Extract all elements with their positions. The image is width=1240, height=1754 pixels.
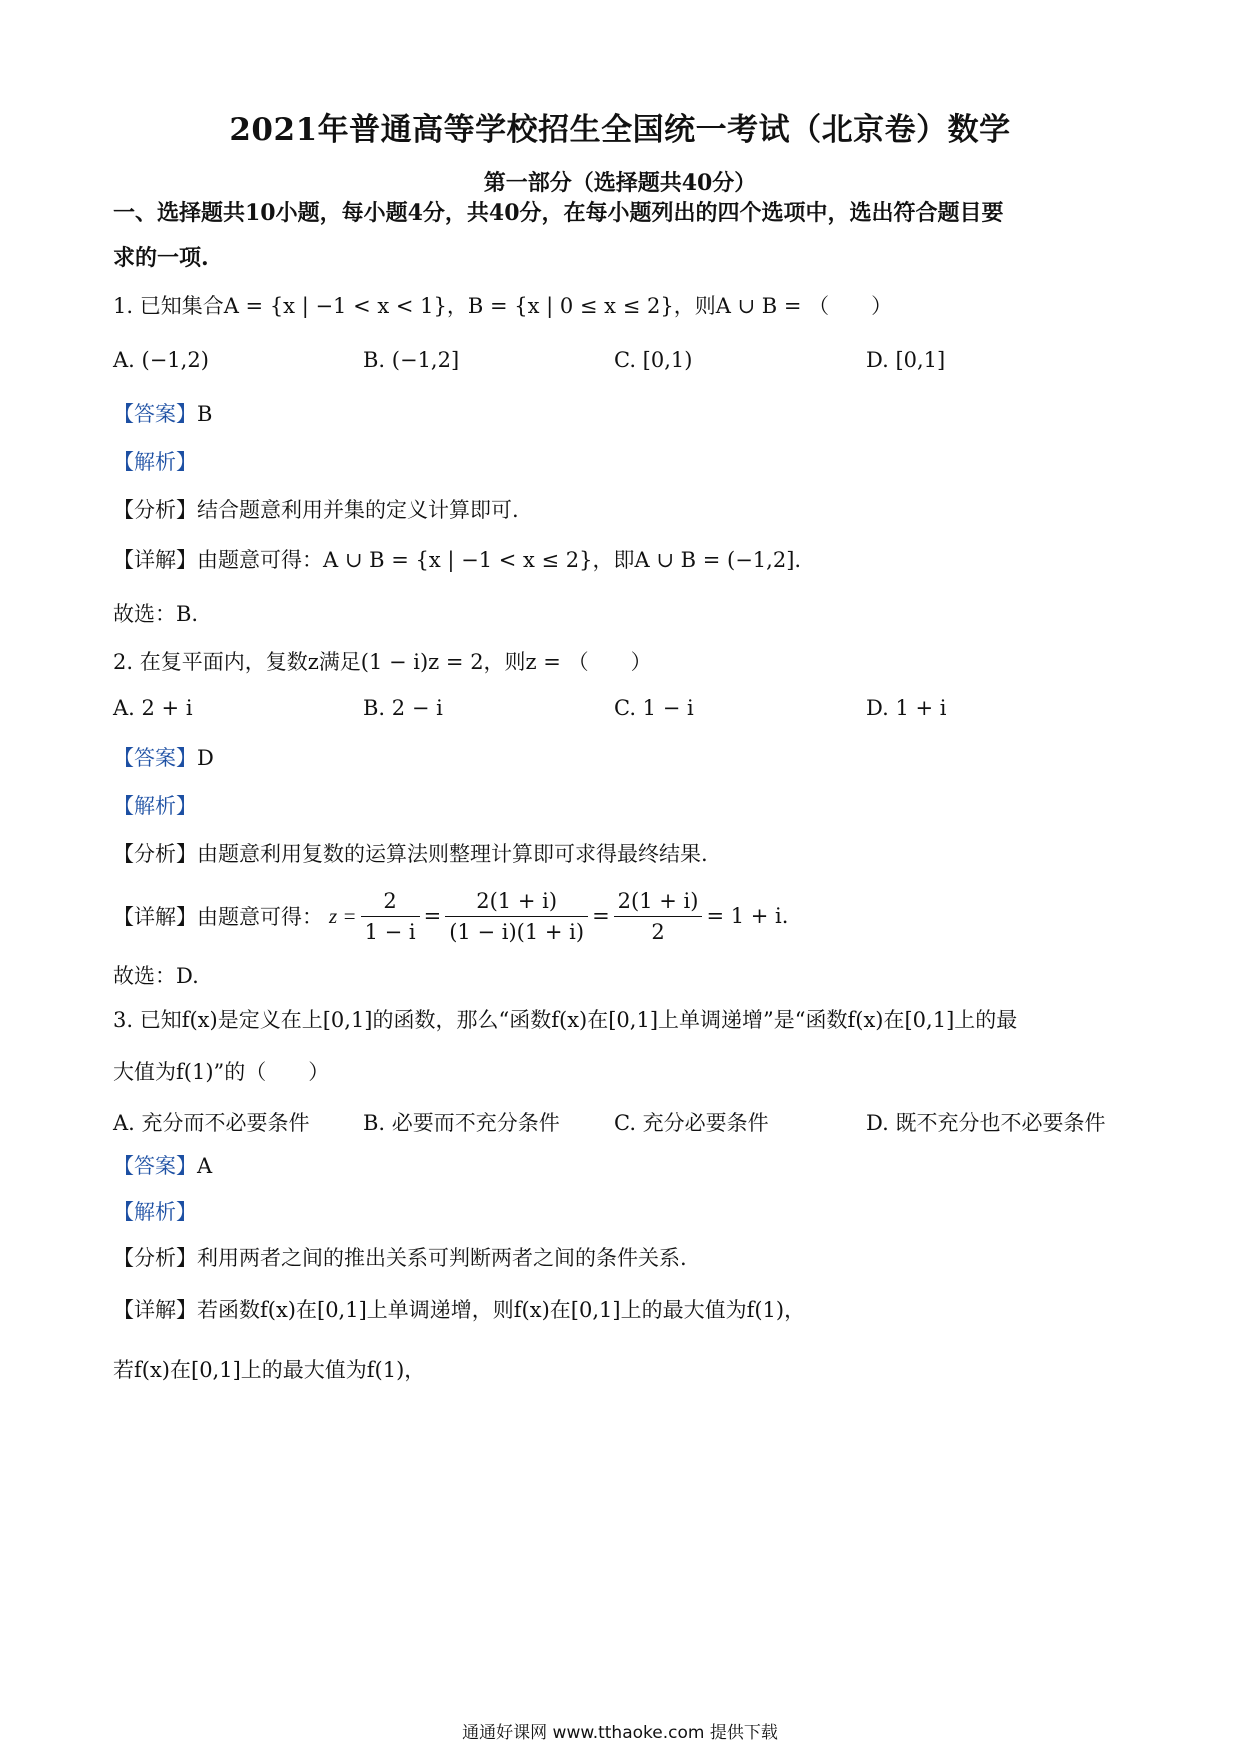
answer-tag: 【答案】 bbox=[113, 402, 197, 426]
equals-sign: = bbox=[423, 904, 442, 928]
analysis-tag: 【解析】 bbox=[113, 1200, 197, 1224]
q2-option-c: C. 1 − i bbox=[614, 696, 694, 720]
q2-stem: 2. 在复平面内，复数z满足(1 − i)z = 2，则z = （ ） bbox=[113, 650, 652, 674]
q3-stem-line1: 3. 已知f(x)是定义在上[0,1]的函数，那么“函数f(x)在[0,1]上单调递增”是“函数f(x)在[0,1]上的最 bbox=[113, 1008, 1018, 1032]
q3-option-a: A. 充分而不必要条件 bbox=[113, 1111, 310, 1135]
document-title: 2021年普通高等学校招生全国统一考试（北京卷）数学 bbox=[229, 112, 1011, 148]
page-footer: 通通好课网 www.tthaoke.com 提供下载 bbox=[462, 1723, 778, 1743]
detail-tag: 【详解】 bbox=[113, 905, 197, 929]
fenxi-tag: 【分析】 bbox=[113, 1246, 197, 1270]
answer-tag: 【答案】 bbox=[113, 1154, 197, 1178]
part-heading: 第一部分（选择题共40分） bbox=[483, 170, 757, 196]
q1-fenxi bbox=[113, 494, 1143, 524]
detail-tag: 【详解】 bbox=[113, 1298, 197, 1322]
q2-option-b: B. 2 − i bbox=[363, 696, 443, 720]
q1-answer bbox=[113, 398, 1143, 428]
q2-fraction-3 bbox=[614, 886, 703, 947]
q3-fenxi-text: 利用两者之间的推出关系可判断两者之间的条件关系. bbox=[197, 1246, 687, 1270]
q2-fenxi-text: 由题意利用复数的运算法则整理计算即可求得最终结果. bbox=[197, 842, 708, 866]
q2-option-d: D. 1 + i bbox=[866, 696, 947, 720]
q2-fraction-2 bbox=[445, 886, 588, 947]
q3-fenxi bbox=[113, 1242, 1143, 1272]
q2-fraction-1 bbox=[361, 886, 420, 947]
q2-frac3-denominator: 2 bbox=[651, 919, 665, 944]
q2-detail-z: z = bbox=[329, 903, 357, 928]
q1-detail bbox=[113, 544, 1143, 574]
q2-frac2-numerator: 2(1 + i) bbox=[445, 886, 588, 917]
q1-option-a: A. (−1,2) bbox=[113, 348, 209, 372]
q1-option-c: C. [0,1) bbox=[614, 348, 693, 372]
q3-stem-line2: 大值为f(1)”的（ ） bbox=[113, 1060, 330, 1084]
q3-detail bbox=[113, 1294, 1143, 1324]
q1-detail-text: 由题意可得：A ∪ B = {x | −1 < x ≤ 2}，即A ∪ B = (−1,2]. bbox=[197, 548, 802, 572]
q1-option-b: B. (−1,2] bbox=[363, 348, 460, 372]
fenxi-tag: 【分析】 bbox=[113, 498, 197, 522]
q1-analysis-heading bbox=[113, 446, 1143, 476]
q3-option-d: D. 既不充分也不必要条件 bbox=[866, 1111, 1106, 1135]
q3-option-b: B. 必要而不充分条件 bbox=[363, 1111, 560, 1135]
q1-stem: 1. 已知集合A = {x | −1 < x < 1}，B = {x | 0 ≤ x ≤ 2}，则A ∪ B = （ ） bbox=[113, 294, 893, 318]
q1-conclusion: 故选：B. bbox=[113, 602, 199, 626]
q2-answer bbox=[113, 742, 1143, 772]
q2-conclusion: 故选：D. bbox=[113, 964, 199, 988]
q1-option-d: D. [0,1] bbox=[866, 348, 946, 372]
fenxi-tag: 【分析】 bbox=[113, 842, 197, 866]
equals-sign: = bbox=[592, 904, 610, 928]
q2-detail bbox=[113, 880, 1143, 952]
section-instructions-line1: 一、选择题共10小题，每小题4分，共40分，在每小题列出的四个选项中，选出符合题目要 bbox=[113, 200, 1004, 226]
answer-tag: 【答案】 bbox=[113, 746, 197, 770]
q2-frac1-numerator: 2 bbox=[361, 886, 420, 917]
q1-answer-value: B bbox=[197, 402, 213, 426]
analysis-tag: 【解析】 bbox=[113, 450, 197, 474]
q3-answer bbox=[113, 1150, 1143, 1180]
q3-detail-line2: 若f(x)在[0,1]上的最大值为f(1)， bbox=[113, 1358, 426, 1382]
q2-frac2-denominator: (1 − i)(1 + i) bbox=[449, 919, 585, 944]
q2-frac3-numerator: 2(1 + i) bbox=[614, 886, 703, 917]
q3-detail-text: 若函数f(x)在[0,1]上单调递增，则f(x)在[0,1]上的最大值为f(1)， bbox=[197, 1298, 806, 1322]
q3-option-c: C. 充分必要条件 bbox=[614, 1111, 769, 1135]
analysis-tag: 【解析】 bbox=[113, 794, 197, 818]
q2-analysis-heading bbox=[113, 790, 1143, 820]
q1-fenxi-text: 结合题意利用并集的定义计算即可. bbox=[197, 498, 519, 522]
q3-analysis-heading bbox=[113, 1196, 1143, 1226]
q2-detail-result: = 1 + i. bbox=[706, 904, 789, 928]
q2-option-a: A. 2 + i bbox=[113, 696, 193, 720]
q2-answer-value: D bbox=[197, 746, 214, 770]
q2-frac1-denominator: 1 − i bbox=[364, 919, 416, 944]
detail-tag: 【详解】 bbox=[113, 548, 197, 572]
section-instructions-line2: 求的一项. bbox=[113, 245, 209, 271]
q3-answer-value: A bbox=[197, 1154, 213, 1178]
q2-detail-prefix: 由题意可得： bbox=[197, 905, 323, 929]
q2-fenxi bbox=[113, 838, 1143, 868]
